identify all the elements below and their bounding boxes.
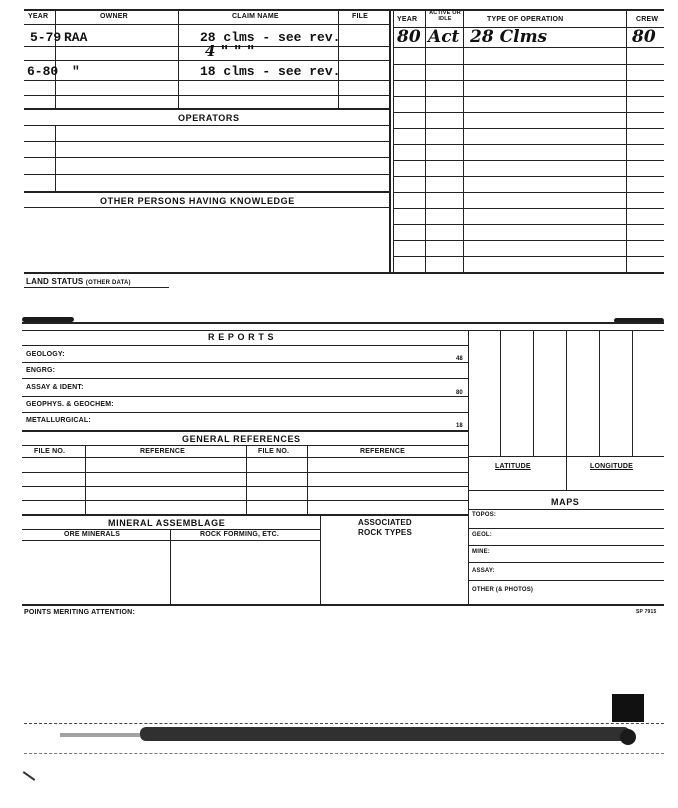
claim-row-3-name: 18 clms - see rev. — [200, 64, 341, 79]
land-status-label — [26, 277, 131, 286]
ops-type-header: TYPE OF OPERATION — [487, 16, 564, 23]
claims-section — [0, 0, 678, 290]
maps-geol: GEOL: — [472, 532, 492, 538]
scan-smear — [140, 727, 630, 741]
maps-mine: MINE: — [472, 549, 490, 555]
general-references-title: GENERAL REFERENCES — [182, 434, 301, 444]
maps-topos: TOPOS: — [472, 512, 497, 518]
report-geology: GEOLOGY: — [26, 351, 65, 358]
claim-row-3-year: 6-80 — [27, 64, 59, 79]
ops-active-header: ACTIVE OR IDLE — [429, 10, 461, 22]
ops-row-crew: 80 — [632, 27, 656, 47]
claims-file-header: FILE — [352, 13, 368, 20]
maps-assay: ASSAY: — [472, 568, 495, 574]
claims-year-header: YEAR — [28, 13, 49, 20]
land-status-text: LAND STATUS — [26, 277, 84, 286]
other-persons-title: OTHER PERSONS HAVING KNOWLEDGE — [100, 196, 295, 206]
land-status-sub: (OTHER DATA) — [85, 280, 131, 286]
ore-minerals-header: ORE MINERALS — [64, 531, 121, 538]
reports-section — [0, 300, 678, 620]
report-assay-num: 80 — [456, 390, 463, 396]
associated-rock-types-1: ASSOCIATED — [358, 518, 412, 527]
claims-owner-header: OWNER — [100, 13, 128, 20]
ops-crew-header: CREW — [636, 16, 659, 23]
gr-file-no-1: FILE NO. — [34, 448, 66, 455]
latitude-label: LATITUDE — [495, 463, 531, 470]
rock-forming-header: ROCK FORMING, ETC. — [200, 531, 280, 538]
report-engrg: ENGRG: — [26, 367, 56, 374]
gr-reference-2: REFERENCE — [360, 448, 405, 455]
ops-year-header: YEAR — [397, 16, 418, 23]
ops-row-year: 80 — [397, 27, 421, 47]
ops-row-active: Act — [428, 27, 460, 47]
claims-name-header: CLAIM NAME — [232, 13, 279, 20]
report-geology-num: 48 — [456, 356, 463, 362]
form-number: SP 7915 — [636, 609, 657, 615]
claim-row-2-name: 4 " " " — [205, 42, 255, 60]
claim-row-1-name: 28 clms - see rev. — [200, 30, 341, 45]
black-square — [612, 694, 644, 722]
gr-file-no-2: FILE NO. — [258, 448, 290, 455]
claim-row-3-owner: " — [72, 64, 80, 79]
ops-row-type: 28 Clms — [470, 27, 548, 47]
points-meriting-attention-label: POINTS MERITING ATTENTION: — [24, 609, 135, 616]
report-assay: ASSAY & IDENT: — [26, 384, 84, 391]
report-metallurgical-num: 18 — [456, 423, 463, 429]
report-geophys: GEOPHYS. & GEOCHEM: — [26, 401, 114, 408]
maps-title: MAPS — [551, 497, 580, 507]
longitude-label: LONGITUDE — [590, 463, 634, 470]
mineral-assemblage-title: MINERAL ASSEMBLAGE — [108, 518, 226, 528]
reports-title: R E P O R T S — [208, 332, 275, 342]
report-metallurgical: METALLURGICAL: — [26, 417, 91, 424]
gr-reference-1: REFERENCE — [140, 448, 185, 455]
claim-row-1-year: 5-79 — [30, 30, 62, 45]
claim-row-1-owner: RAA — [64, 30, 88, 45]
maps-other: OTHER (& PHOTOS) — [472, 587, 534, 593]
associated-rock-types-2: ROCK TYPES — [358, 528, 413, 537]
points-section — [0, 605, 678, 805]
operators-title: OPERATORS — [178, 113, 240, 123]
